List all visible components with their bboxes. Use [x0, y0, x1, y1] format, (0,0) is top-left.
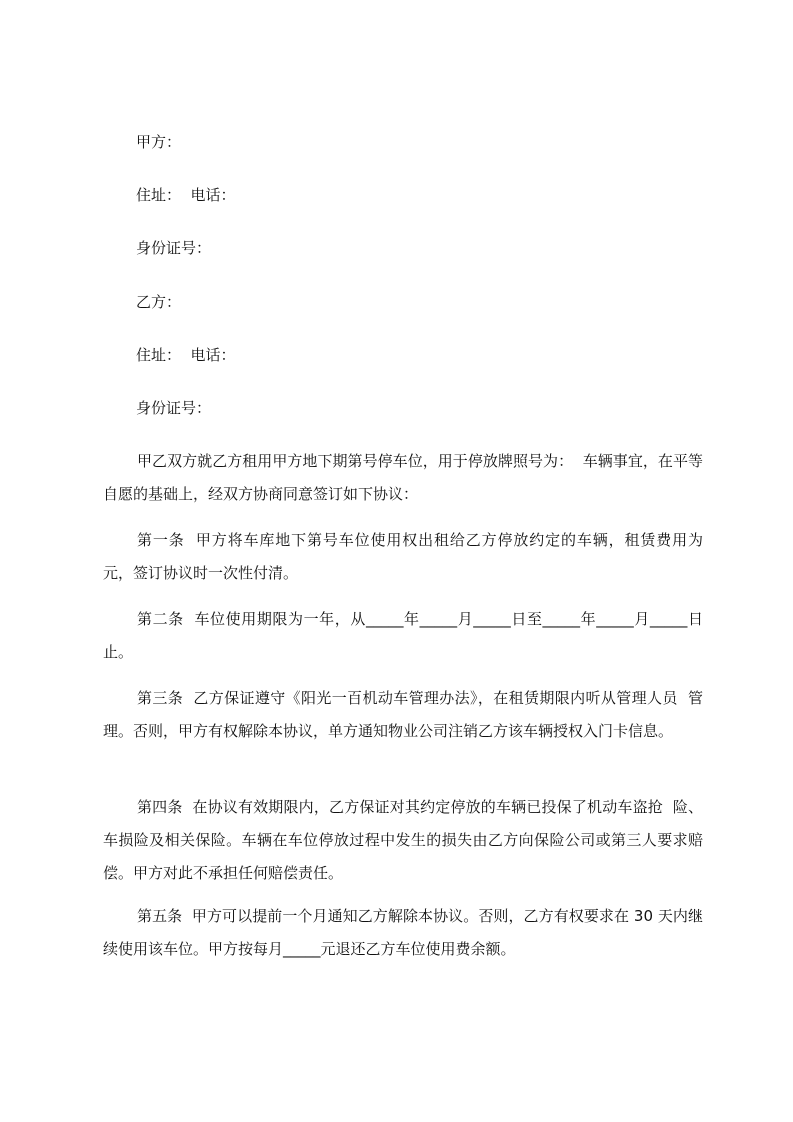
article-3: 第三条 乙方保证遵守《阳光一百机动车管理办法》，在租赁期限内听从管理人员 管理。否则，甲方有权解除本协议，单方通知物业公司注销乙方该车辆授权入门卡信息。	[103, 689, 703, 740]
party-a-label: 甲方：	[136, 133, 182, 151]
party-a-id-number: 身份证号：	[136, 239, 212, 257]
party-a-address-phone: 住址： 电话：	[136, 186, 236, 204]
article-5: 第五条 甲方可以提前一个月通知乙方解除本协议。否则，乙方有权要求在 30 天内继续使用该车位。甲方按每月_____元退还乙方车位使用费余额。	[103, 907, 703, 958]
article-2: 第二条 车位使用期限为一年，从_____年_____月_____日至_____年_____月_____日止。	[103, 610, 703, 661]
intro-paragraph: 甲乙双方就乙方租用甲方地下期第号停车位，用于停放牌照号为： 车辆事宜，在平等自愿的基础上，经双方协商同意签订如下协议：	[103, 452, 703, 503]
article-1: 第一条 甲方将车库地下第号车位使用权出租给乙方停放约定的车辆，租赁费用为 元，签订协议时一次性付清。	[103, 531, 713, 582]
article-4: 第四条 在协议有效期限内，乙方保证对其约定停放的车辆已投保了机动车盗抢 险、车损险及相关保险。车辆在车位停放过程中发生的损失由乙方向保险公司或第三人要求赔偿。甲方对此不承担任何赔偿责任。	[103, 798, 703, 882]
party-b-id-number: 身份证号：	[136, 399, 212, 417]
party-b-address-phone: 住址： 电话：	[136, 346, 236, 364]
party-b-label: 乙方：	[136, 293, 182, 311]
